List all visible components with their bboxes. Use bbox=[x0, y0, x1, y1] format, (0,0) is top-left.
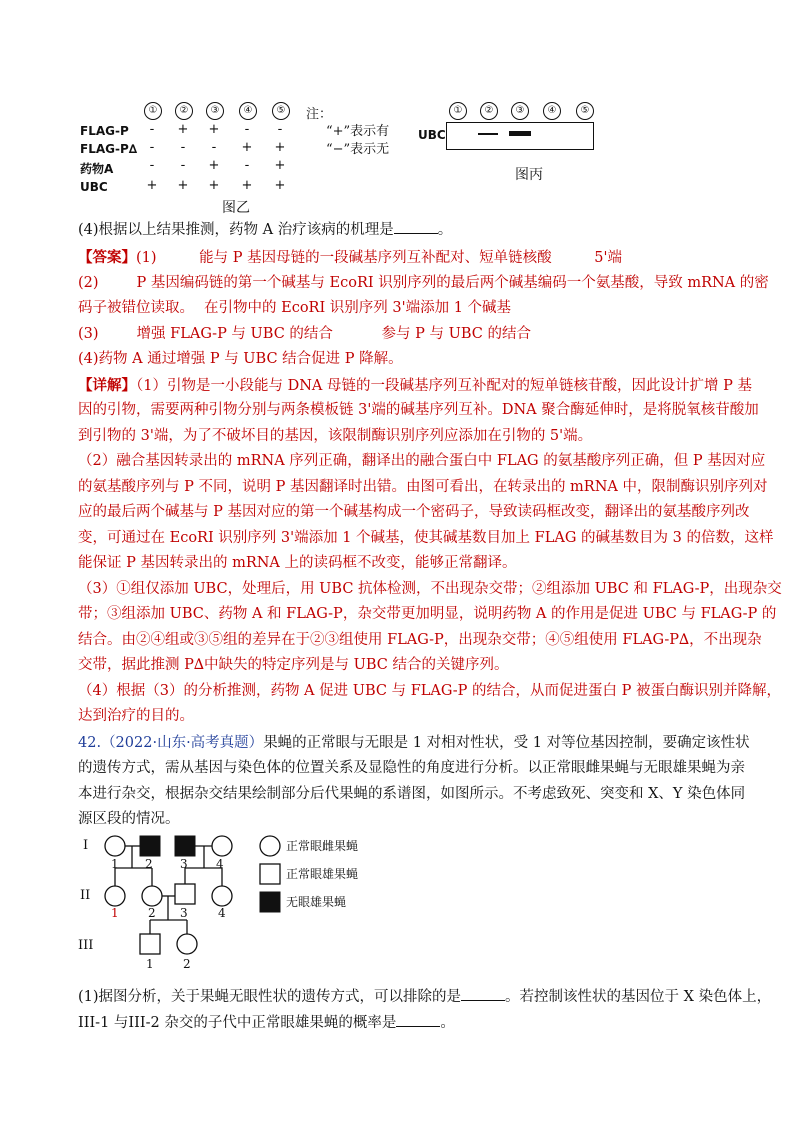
col-num: ③ bbox=[206, 102, 224, 120]
ped-num: 1 bbox=[111, 857, 119, 871]
ped-II-3 bbox=[175, 884, 195, 904]
cell: - bbox=[149, 158, 155, 173]
figure-caption: 图丙 bbox=[515, 167, 543, 183]
cell: + bbox=[274, 158, 286, 173]
detail-line: （3）①组仅添加 UBC，处理后，用 UBC 抗体检测，不出现杂交带；②组添加 UBC 和 FLAG-P，出现杂交 bbox=[78, 581, 782, 597]
band-lane-2 bbox=[478, 133, 498, 135]
note-minus: “−”表示无 bbox=[326, 142, 390, 157]
ped-num: 3 bbox=[180, 857, 188, 871]
question-42-line-3: 本进行杂交，根据杂交结果绘制部分后代果蝇的系谱图，如图所示。不考虑致死、突变和 X、Y 染色体同 bbox=[78, 786, 746, 802]
ped-III-1 bbox=[140, 934, 160, 954]
blot-row-label: UBC bbox=[418, 128, 446, 142]
band-lane-3 bbox=[509, 131, 531, 136]
cell: + bbox=[208, 122, 220, 137]
ped-I-3 bbox=[175, 836, 195, 856]
cell: - bbox=[149, 140, 155, 155]
gen-label: II bbox=[80, 888, 91, 903]
legend-female: 正常眼雌果蝇 bbox=[286, 839, 359, 853]
detail-line: 变，可通过在 EcoRI 识别序列 3'端添加 1 个碱基，使其碱基数目加上 FLAG 的碱基数目为 3 的倍数，这样 bbox=[78, 530, 774, 546]
row-label: FLAG-P bbox=[80, 124, 129, 138]
question-42-1-line-1: (1)据图分析，关于果蝇无眼性状的遗传方式，可以排除的是 。若控制该性状的基因位于 X 染色体上， bbox=[78, 985, 771, 1010]
ped-num: 2 bbox=[183, 957, 191, 971]
row-label: FLAG-P∆ bbox=[80, 142, 138, 156]
cell: + bbox=[241, 140, 253, 155]
ped-num: 3 bbox=[180, 906, 188, 920]
row-label: 药物A bbox=[80, 162, 114, 176]
detail-line: 交带，据此推测 P∆中缺失的特定序列是与 UBC 结合的关键序列。 bbox=[78, 657, 509, 673]
legend-male-icon bbox=[260, 864, 280, 884]
cell: + bbox=[146, 178, 158, 193]
note-plus: “+”表示有 bbox=[326, 124, 390, 139]
col-num: ② bbox=[480, 102, 498, 120]
detail-line: 应的最后两个碱基与 P 基因对应的第一个碱基构成一个密码子，导致读码框改变，翻译出的氨基酸序列改 bbox=[78, 504, 750, 520]
cell: - bbox=[277, 122, 283, 137]
ped-num: 4 bbox=[218, 906, 226, 920]
ped-III-2 bbox=[177, 934, 197, 954]
col-num: ② bbox=[175, 102, 193, 120]
col-num: ① bbox=[144, 102, 162, 120]
ped-I-1 bbox=[105, 836, 125, 856]
detail-line: 的氨基酸序列与 P 不同，说明 P 基因翻译时出错。由图可看出，在转录出的 mRNA 中，限制酶识别序列对 bbox=[78, 479, 768, 495]
gen-label: I bbox=[83, 838, 89, 853]
cell: + bbox=[177, 122, 189, 137]
ped-num: 2 bbox=[145, 857, 153, 871]
cell: - bbox=[244, 122, 250, 137]
ped-num: 4 bbox=[216, 857, 224, 871]
cell: + bbox=[208, 178, 220, 193]
col-num: ⑤ bbox=[576, 102, 594, 120]
cell: - bbox=[211, 140, 217, 155]
col-num: ① bbox=[449, 102, 467, 120]
cell: - bbox=[180, 158, 186, 173]
ped-II-2 bbox=[142, 886, 162, 906]
cell: - bbox=[180, 140, 186, 155]
question-42-line-4: 源区段的情况。 bbox=[78, 811, 180, 827]
cell: + bbox=[208, 158, 220, 173]
question-42-line-1: 42.（2022·山东·高考真题）果蝇的正常眼与无眼是 1 对相对性状，受 1 对等位基因控制，要确定该性状 bbox=[78, 735, 750, 751]
answer-blank bbox=[461, 986, 505, 1001]
col-num: ④ bbox=[543, 102, 561, 120]
answer-line-3: 码子被错位读取。 在引物中的 EcoRI 识别序列 3'端添加 1 个碱基 bbox=[78, 300, 512, 316]
legend-female-icon bbox=[260, 836, 280, 856]
col-num: ③ bbox=[511, 102, 529, 120]
answer-line-4: (3) 增强 FLAG-P 与 UBC 的结合 参与 P 与 UBC 的结合 bbox=[78, 326, 531, 342]
detail-line: 能保证 P 基因转录出的 mRNA 上的读码框不改变，能够正常翻译。 bbox=[78, 555, 517, 571]
ped-num: 2 bbox=[148, 906, 156, 920]
cell: + bbox=[274, 140, 286, 155]
ped-II-4 bbox=[212, 886, 232, 906]
answer-blank bbox=[396, 1012, 440, 1027]
ped-II-1 bbox=[105, 886, 125, 906]
detail-line: （2）融合基因转录出的 mRNA 序列正确，翻译出的融合蛋白中 FLAG 的氨基酸序列正确，但 P 基因对应 bbox=[78, 453, 766, 469]
question-42-1-line-2: III-1 与III-2 杂交的子代中正常眼雄果蝇的概率是 。 bbox=[78, 1011, 455, 1036]
detail-line: 到引物的 3'端，为了不破坏目的基因，该限制酶识别序列应添加在引物的 5'端。 bbox=[78, 428, 593, 444]
detail-line: 达到治疗的目的。 bbox=[78, 708, 194, 724]
answer-blank bbox=[394, 219, 438, 234]
detail-line: 带；③组添加 UBC、药物 A 和 FLAG-P，杂交带更加明显，说明药物 A 的作用是促进 UBC 与 FLAG-P 的 bbox=[78, 606, 777, 622]
note-title: 注： bbox=[306, 107, 333, 122]
blot-frame bbox=[446, 122, 594, 150]
cell: + bbox=[274, 178, 286, 193]
answer-line-1: 【答案】(1) 能与 P 基因母链的一段碱基序列互补配对、短单链核酸 5'端 bbox=[78, 249, 622, 266]
ped-num: 1 bbox=[146, 957, 154, 971]
question-4: (4)根据以上结果推测，药物 A 治疗该病的机理是 。 bbox=[78, 218, 452, 243]
detail-line: 因的引物，需要两种引物分别与两条模板链 3'端的碱基序列互补。DNA 聚合酶延伸时，是将脱氧核苷酸加 bbox=[78, 402, 759, 418]
detail-line: （4）根据（3）的分析推测，药物 A 促进 UBC 与 FLAG-P 的结合，从而促进蛋白 P 被蛋白酶识别并降解， bbox=[78, 683, 781, 699]
cell: - bbox=[244, 158, 250, 173]
gen-label: III bbox=[78, 938, 94, 953]
legend-male: 正常眼雄果蝇 bbox=[286, 867, 359, 881]
cell: + bbox=[241, 178, 253, 193]
legend-affected-male: 无眼雄果蝇 bbox=[286, 895, 347, 909]
detail-line: 【详解】（1）引物是一小段能与 DNA 母链的一段碱基序列互补配对的短单链核苷酸，因此设计扩增 P 基 bbox=[78, 377, 752, 394]
row-label: UBC bbox=[80, 180, 108, 194]
legend-affected-male-icon bbox=[260, 892, 280, 912]
cell: + bbox=[177, 178, 189, 193]
col-num: ⑤ bbox=[272, 102, 290, 120]
col-num: ④ bbox=[239, 102, 257, 120]
question-42-line-2: 的遗传方式，需从基因与染色体的位置关系及显隐性的角度进行分析。以正常眼雌果蝇与无眼雄果蝇为亲 bbox=[78, 760, 745, 776]
ped-I-4 bbox=[212, 836, 232, 856]
ped-num: 1 bbox=[111, 906, 119, 920]
ped-I-2 bbox=[140, 836, 160, 856]
cell: - bbox=[149, 122, 155, 137]
detail-line: 结合。由②④组或③⑤组的差异在于②③组使用 FLAG-P，出现杂交带；④⑤组使用 FLAG-P∆，不出现杂 bbox=[78, 632, 762, 648]
figure-caption: 图乙 bbox=[222, 200, 250, 216]
answer-line-5: (4)药物 A 通过增强 P 与 UBC 结合促进 P 降解。 bbox=[78, 351, 403, 367]
answer-line-2: (2) P 基因编码链的第一个碱基与 EcoRI 识别序列的最后两个碱基编码一个氨基酸，导致 mRNA 的密 bbox=[78, 275, 769, 291]
